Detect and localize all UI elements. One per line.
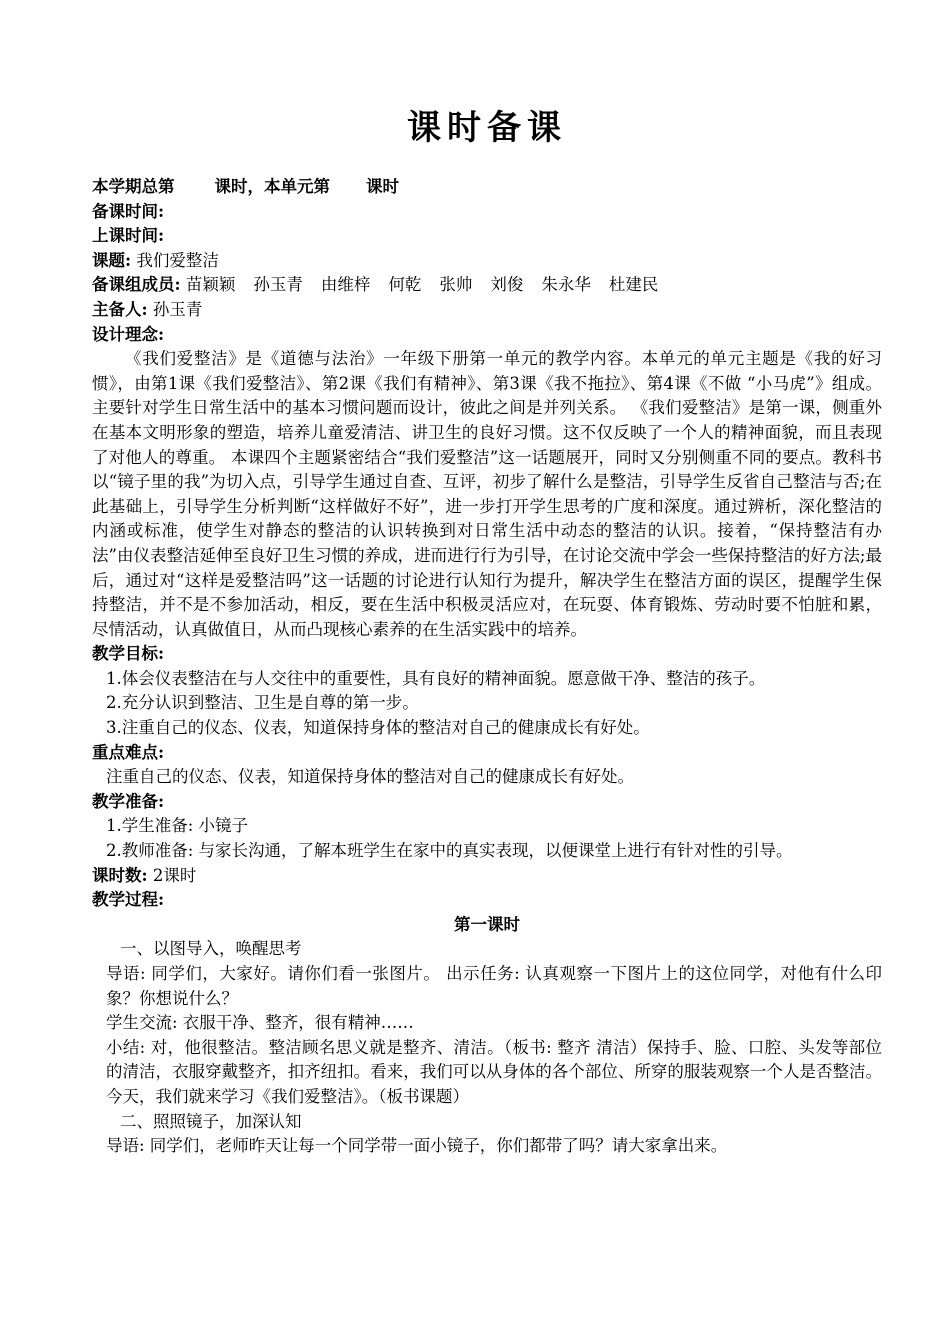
section-paragraph: 导语: 同学们，大家好。请你们看一张图片。 出示任务: 认真观察一下图片上的这位同学，对他有什么印象？你想说什么？ [106,964,882,1008]
process-label: 教学过程: [92,890,165,910]
term-line [92,175,882,200]
prep-item: 2.教师准备: 与家长沟通，了解本班学生在家中的真实表现，以便课堂上进行有针对性的引导。 [106,841,793,861]
key-points-label: 重点难点: [92,742,165,762]
topic-label: 课题: [92,250,132,270]
term-part1: 本学期总第 [92,177,175,196]
prep-item: 1.学生准备: 小镜子 [106,816,249,836]
class-time-label: 上课时间: [92,226,165,246]
design-label: 设计理念: [92,324,165,344]
member-name: 张帅 [439,275,473,295]
members-label: 备课组成员: [92,275,181,295]
member-name: 何乾 [388,275,422,295]
document-title: 课时备课 [407,108,567,148]
member-name: 杜建民 [608,275,659,295]
member-name: 苗颖颖 [185,275,236,295]
goal-item: 1.体会仪表整洁在与人交往中的重要性，具有良好的精神面貌。愿意做干净、整洁的孩子。 [106,668,766,688]
section-paragraph: 导语: 同学们，老师昨天让每一个同学带一面小镜子，你们都带了吗？请大家拿出来。 [106,1136,728,1156]
lead-line [92,298,882,323]
key-points-text: 注重自己的仪态、仪表，知道保持身体的整洁对自己的健康成长有好处。 [106,767,634,787]
goals-label: 教学目标: [92,644,165,664]
lead-value: 孙玉青 [152,299,203,319]
member-name: 由维梓 [320,275,371,295]
hours-line [92,864,882,889]
section-heading: 二、照照镜子，加深认知 [120,1111,302,1131]
hours-value: 2课时 [152,865,197,885]
lead-label: 主备人: [92,299,148,319]
section-heading: 一、以图导入，唤醒思考 [120,939,302,959]
member-name: 刘俊 [490,275,524,295]
term-part3: 课时 [366,177,399,196]
prep-label: 教学准备: [92,791,165,811]
members-line [92,273,882,298]
topic-line [92,249,882,274]
goal-item: 3.注重自己的仪态、仪表，知道保持身体的整洁对自己的健康成长有好处。 [106,718,650,738]
prep-time-label: 备课时间: [92,201,165,221]
hours-label: 课时数: [92,865,148,885]
goal-item: 2.充分认识到整洁、卫生是自尊的第一步。 [106,693,419,713]
lesson-title: 第一课时 [454,914,520,934]
section-paragraph: 小结: 对，他很整洁。整洁顾名思义就是整齐、清洁。（板书: 整齐 清洁）保持手、脸、口腔、头发等部位的清洁，衣服穿戴整齐，扣齐纽扣。看来，我们可以从身体的各个部位、所穿的服装观察一个人是否整洁。今天，我们就来学习《我们爱整洁》。（板书课题） [106,1037,882,1106]
member-name: 孙玉青 [253,275,303,295]
term-part2: 课时，本单元第 [214,177,330,196]
topic-value: 我们爱整洁 [136,250,219,270]
document-body [92,175,882,1159]
section-paragraph: 学生交流: 衣服干净、整齐，很有精神…… [106,1013,414,1033]
design-paragraph: 《我们爱整洁》是《道德与法治》一年级下册第一单元的教学内容。本单元的单元主题是《我的好习惯》，由第1课《我们爱整洁》、第2课《我们有精神》、第3课《我不拖拉》、第4课《不做 “小马虎”》组成。主要针对学生日常生活中的基本习惯问题而设计，彼此之间是并列关系。 《我们爱整洁》是第一课，侧重外在基本文明形象的塑造，培养儿童爱清洁、讲卫生的良好习惯。这不仅反映了一个人的精神面貌，而且表现了对他人的尊重。 本课四个主题紧密结合“我们爱整洁”这一话题展开，同时又分别侧重不同的要点。教科书以“镜子里的我”为切入点，引导学生通过自查、互评，初步了解什么是整洁，引导学生反省自己整洁与否;在此基础上，引导学生分析判断“这样做好不好”，进一步打开学生思考的广度和深度。通过辨析，深化整洁的内涵或标准，使学生对静态的整洁的认识转换到对日常生活中动态的整洁的认识。接着，“保持整洁有办法”由仪表整洁延伸至良好卫生习惯的养成，进而进行行为引导，在讨论交流中学会一些保持整洁的好方法;最后，通过对“这样是爱整洁吗”这一话题的讨论进行认知行为提升，解决学生在整洁方面的误区，提醒学生保持整洁，并不是不参加活动，相反，要在生活中积极灵活应对，在玩耍、体育锻炼、劳动时要不怕脏和累，尽情活动，认真做值日，从而凸现核心素养的在生活实践中的培养。 [92,349,882,639]
member-name: 朱永华 [541,275,591,295]
